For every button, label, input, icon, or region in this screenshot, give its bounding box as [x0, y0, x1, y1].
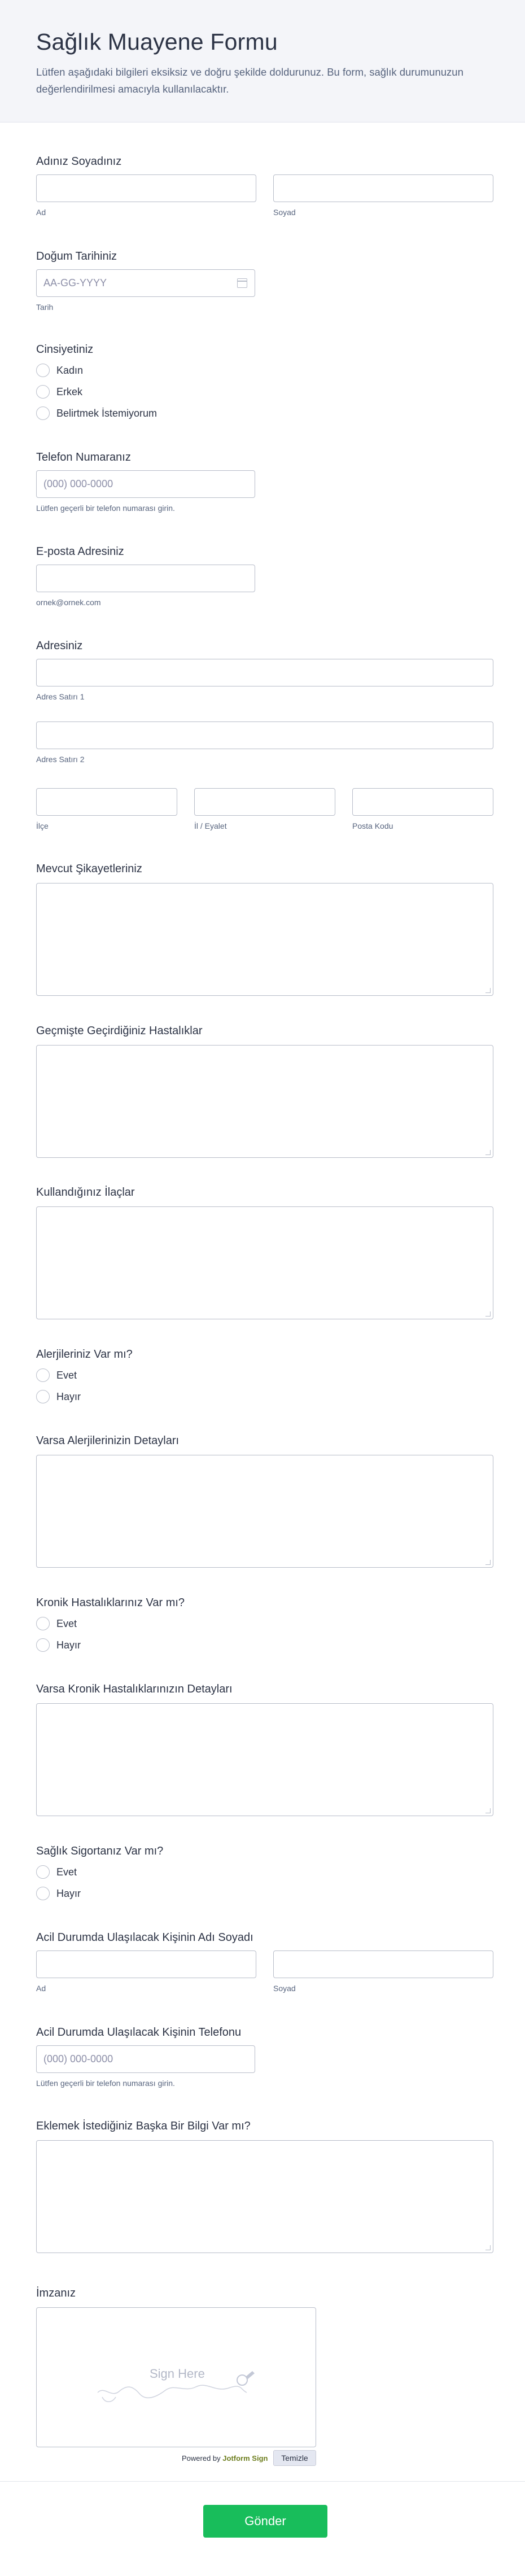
radio-label: Kadın	[56, 364, 84, 376]
birthdate-label: Doğum Tarihiniz	[36, 250, 117, 263]
birthdate-sublabel: Tarih	[36, 303, 54, 312]
radio-label: Erkek	[56, 386, 83, 397]
emergency-last-name-input[interactable]	[273, 1950, 493, 1978]
address-line1-sublabel: Adres Satırı 1	[36, 692, 85, 701]
radio-circle[interactable]	[36, 1865, 50, 1879]
medications-label: Kullandığınız İlaçlar	[36, 1186, 135, 1199]
medications-textarea[interactable]	[36, 1206, 493, 1319]
jotform-sign-link[interactable]: Jotform Sign	[222, 2454, 268, 2463]
powered-by	[182, 2454, 268, 2463]
emergency-first-name-input[interactable]	[36, 1950, 256, 1978]
radio-circle[interactable]	[36, 385, 50, 399]
gender-option-male[interactable]	[36, 385, 82, 399]
chronic-details-label: Varsa Kronik Hastalıklarınızın Detayları	[36, 1683, 233, 1695]
past-illnesses-textarea[interactable]	[36, 1045, 493, 1158]
emergency-last-name-sublabel: Soyad	[273, 1984, 296, 1993]
state-input[interactable]	[194, 788, 335, 816]
allergy-details-label: Varsa Alerjilerinizin Detayları	[36, 1434, 180, 1447]
past-illnesses-label: Geçmişte Geçirdiğiniz Hastalıklar	[36, 1025, 203, 1037]
zip-sublabel: Posta Kodu	[352, 821, 393, 830]
chronic-details-textarea[interactable]	[36, 1703, 493, 1816]
emergency-phone-input[interactable]	[36, 2045, 255, 2073]
radio-circle[interactable]	[36, 364, 50, 377]
radio-label: Belirtmek İstemiyorum	[56, 407, 158, 419]
birthdate-input[interactable]	[36, 269, 255, 297]
signature-pad[interactable]	[36, 2307, 316, 2447]
radio-label: Hayır	[56, 1639, 81, 1651]
first-name-sublabel: Ad	[36, 208, 46, 217]
emergency-phone-sublabel: Lütfen geçerli bir telefon numarası girin.	[36, 2079, 175, 2088]
allergies-option-no[interactable]	[36, 1390, 81, 1403]
calendar-icon[interactable]	[237, 278, 247, 288]
fullname-label: Adınız Soyadınız	[36, 155, 122, 168]
form-body	[0, 123, 525, 2576]
phone-label: Telefon Numaranız	[36, 451, 131, 463]
page-title: Sağlık Muayene Formu	[36, 29, 278, 55]
powered-by-prefix: Powered by	[182, 2454, 221, 2463]
email-label: E-posta Adresiniz	[36, 545, 124, 558]
address-line2-sublabel: Adres Satırı 2	[36, 755, 85, 764]
signature-placeholder: Sign Here	[150, 2367, 205, 2381]
allergies-label: Alerjileriniz Var mı?	[36, 1348, 133, 1361]
radio-label: Evet	[56, 1369, 77, 1381]
radio-circle[interactable]	[36, 406, 50, 420]
chronic-option-no[interactable]	[36, 1638, 81, 1652]
radio-circle[interactable]	[36, 1617, 50, 1630]
allergy-details-textarea[interactable]	[36, 1455, 493, 1568]
district-sublabel: İlçe	[36, 821, 49, 830]
address-line1-input[interactable]	[36, 659, 493, 686]
form-footer	[0, 2481, 525, 2576]
email-sublabel: ornek@ornek.com	[36, 598, 101, 607]
radio-label: Hayır	[56, 1887, 81, 1899]
gender-label: Cinsiyetiniz	[36, 343, 94, 356]
last-name-sublabel: Soyad	[273, 208, 296, 217]
complaints-textarea[interactable]	[36, 883, 493, 996]
address-line2-input[interactable]	[36, 721, 493, 749]
gender-option-unspecified[interactable]	[36, 406, 157, 420]
radio-circle[interactable]	[36, 1368, 50, 1382]
insurance-option-no[interactable]	[36, 1887, 81, 1900]
radio-label: Hayır	[56, 1390, 81, 1402]
signature-label: İmzanız	[36, 2287, 76, 2299]
first-name-input[interactable]	[36, 174, 256, 202]
resize-handle-icon[interactable]	[485, 988, 491, 993]
submit-button[interactable]: Gönder	[203, 2505, 327, 2538]
phone-sublabel: Lütfen geçerli bir telefon numarası girin.	[36, 504, 175, 513]
complaints-label: Mevcut Şikayetleriniz	[36, 863, 142, 875]
form-description: Lütfen aşağıdaki bilgileri eksiksiz ve doğru şekilde doldurunuz. Bu form, sağlık durumunuzun değerlendirilmesi amacıyla kullanılacaktır.	[36, 66, 463, 95]
emergency-phone-label: Acil Durumda Ulaşılacak Kişinin Telefonu	[36, 2026, 242, 2039]
radio-label: Evet	[56, 1617, 77, 1629]
emergency-name-label: Acil Durumda Ulaşılacak Kişinin Adı Soyadı	[36, 1931, 253, 1944]
radio-circle[interactable]	[36, 1390, 50, 1403]
chronic-label: Kronik Hastalıklarınız Var mı?	[36, 1597, 185, 1609]
email-input[interactable]	[36, 565, 255, 592]
phone-input[interactable]	[36, 470, 255, 498]
radio-circle[interactable]	[36, 1887, 50, 1900]
chronic-option-yes[interactable]	[36, 1617, 77, 1630]
clear-signature-button[interactable]: Temizle	[273, 2450, 316, 2466]
resize-handle-icon[interactable]	[485, 2245, 491, 2250]
resize-handle-icon[interactable]	[485, 1560, 491, 1565]
insurance-label: Sağlık Sigortanız Var mı?	[36, 1845, 164, 1857]
radio-label: Evet	[56, 1866, 77, 1878]
form-header	[0, 0, 525, 123]
gender-option-female[interactable]	[36, 364, 83, 377]
allergies-option-yes[interactable]	[36, 1368, 77, 1382]
address-label: Adresiniz	[36, 640, 83, 652]
zip-input[interactable]	[352, 788, 493, 816]
last-name-input[interactable]	[273, 174, 493, 202]
extra-info-textarea[interactable]	[36, 2140, 493, 2253]
district-input[interactable]	[36, 788, 177, 816]
resize-handle-icon[interactable]	[485, 1311, 491, 1317]
emergency-first-name-sublabel: Ad	[36, 1984, 46, 1993]
insurance-option-yes[interactable]	[36, 1865, 77, 1879]
resize-handle-icon[interactable]	[485, 1150, 491, 1155]
resize-handle-icon[interactable]	[485, 1808, 491, 1813]
radio-circle[interactable]	[36, 1638, 50, 1652]
extra-info-label: Eklemek İstediğiniz Başka Bir Bilgi Var mı?	[36, 2120, 251, 2132]
state-sublabel: İl / Eyalet	[194, 821, 227, 830]
pen-icon	[237, 2371, 255, 2385]
